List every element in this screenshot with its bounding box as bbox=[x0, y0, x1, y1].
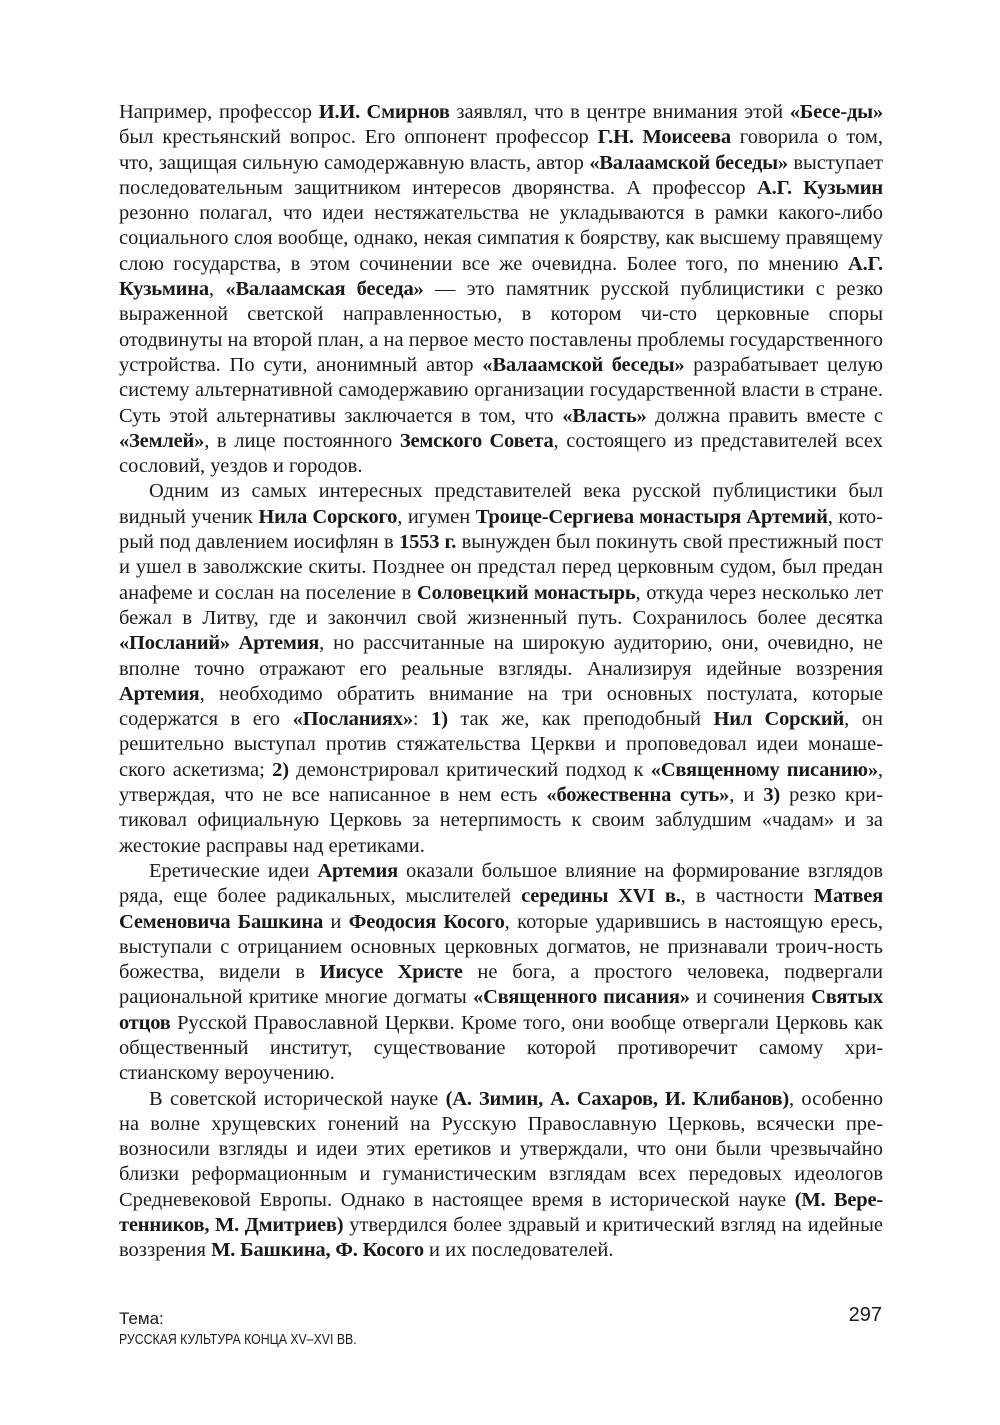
paragraph bbox=[119, 479, 883, 858]
text-run: , в частности bbox=[680, 885, 814, 908]
bold-term: Святых отцов bbox=[119, 986, 883, 1034]
text-run: заявлял, что в центре внимания этой bbox=[449, 101, 790, 123]
text-run: , но рассчитанные на широкую аудиторию, они, очевидно, не вполне точно отражают его реальные взгляды. Анализируя идейные воззрения bbox=[119, 632, 883, 680]
bold-term: «Священного писания» bbox=[473, 986, 690, 1009]
bold-term: Троице-Сергиева монастыря Артемий bbox=[475, 505, 828, 528]
text-run: резонно полагал, что идеи нестяжательства не укладываются в рамки какого-либо социального слоя вообще, однако, некая симпатия к боярству, как высшему правящему слою государства, в этом сочинении все же очевидна. Более того, по мнению bbox=[119, 202, 883, 275]
text-run: , bbox=[208, 278, 226, 301]
text-run: не бога, а простого человека, подвергали рациональной критике многие догматы bbox=[119, 961, 883, 1009]
bold-term: А.Г. Кузьмин bbox=[756, 176, 883, 199]
bold-term: Нила Сорского bbox=[258, 505, 398, 528]
text-run: говорила о том, что, защищая сильную самодержавную власть, автор bbox=[119, 126, 883, 174]
paragraph bbox=[119, 100, 883, 479]
bold-term: 1) bbox=[431, 708, 448, 731]
bold-term: «Валаамской беседы» bbox=[589, 151, 788, 174]
text-run: утвердился более здравый и критический взгляд на идейные воззрения bbox=[119, 1214, 884, 1262]
bold-term: 2) bbox=[272, 758, 289, 781]
text-run: разрабатывает целую систему альтернативной самодержавию организации государственной власти в стране. Суть этой альтернативы заключается в том, что bbox=[119, 353, 883, 427]
text-run: — это памятник русской публицистики с резко выраженной светской направленностью, в котором чи-сто церковные споры отодвинуты на второй план, а на первое место поставлены проблемы государственного устройства. По сути, анонимный автор bbox=[119, 278, 884, 376]
text-run: и их последователей. bbox=[423, 1239, 614, 1262]
text-run: : bbox=[412, 708, 432, 731]
bold-term: Матвея Семеновича Башкина bbox=[119, 885, 883, 933]
bold-term: «Священному писанию» bbox=[650, 758, 878, 781]
running-footer bbox=[119, 1308, 409, 1350]
text-run: , игумен bbox=[397, 505, 476, 528]
text-run: , и bbox=[729, 784, 764, 807]
bold-term: «Власть» bbox=[562, 404, 647, 427]
bold-term: «Валаамской беседы» bbox=[482, 353, 685, 376]
text-run: , кото-рый под давлением иосифлян в bbox=[119, 505, 883, 554]
paragraph bbox=[119, 859, 883, 1087]
text-run: , необходимо обратить внимание на три основных постулата, которые содержатся в его bbox=[119, 682, 883, 731]
bold-term: Нил Сорский bbox=[713, 708, 845, 731]
page-number: 297 bbox=[848, 1304, 882, 1326]
bold-term: Земского Совета bbox=[399, 429, 554, 452]
bold-term: (М. Вере-тенников, М. Дмитриев) bbox=[119, 1188, 883, 1237]
bold-term: «Бесе-ды» bbox=[789, 101, 883, 123]
bold-term: «Землей» bbox=[119, 429, 205, 452]
text-run: , откуда через несколько лет бежал в Литву, где и закончил свой жизненный путь. Сохранилось более десятка bbox=[119, 581, 883, 629]
text-run: должна править вместе с bbox=[646, 404, 883, 427]
text-run: Например, профессор bbox=[119, 101, 319, 123]
bold-term: 3) bbox=[763, 784, 781, 807]
text-run: так же, как преподобный bbox=[447, 708, 714, 731]
bold-term: Артемия bbox=[317, 859, 398, 882]
text-run: , в лице постоянного bbox=[204, 429, 400, 452]
bold-term: «Посланиях» bbox=[292, 708, 413, 731]
bold-term: середины XVI в. bbox=[521, 885, 681, 908]
text-run: демонстрировал критический подход к bbox=[288, 758, 651, 781]
bold-term: Иисусе Христе bbox=[319, 961, 463, 984]
text-run: , особенно на волне хрущевских гонений на Русскую Православную Церковь, всячески пре-возносили взгляды и идеи этих еретиков и утверждали, что они были чрезвычайно близки реформационным и гуманистическим взглядам всех передовых идеологов Средневековой Европы. Однако в настоящее время в исторической науке bbox=[119, 1087, 883, 1211]
bold-term: Артемия bbox=[119, 682, 200, 705]
text-run: резко кри-тиковал официальную Церковь за нетерпимость к своим заблудшим «чадам» и за жестокие расправы над еретиками. bbox=[119, 784, 883, 857]
bold-term: «Валаамская беседа» bbox=[225, 278, 424, 301]
bold-term: М. Башкина, Ф. Косого bbox=[211, 1239, 424, 1262]
bold-term: «Посланий» Артемия bbox=[119, 632, 320, 655]
paragraph bbox=[119, 1087, 883, 1264]
text-run: , которые ударившись в настоящую ересь, выступали с отрицанием основных церковных догматов, не признавали троич-ность божества, видели в bbox=[119, 910, 883, 984]
body-text bbox=[119, 100, 883, 1264]
text-run: Одним из самых интересных представителей века русской публицистики был видный ученик bbox=[119, 480, 883, 528]
bold-term: (А. Зимин, А. Сахаров, И. Клибанов) bbox=[445, 1087, 789, 1110]
text-run: вынужден был покинуть свой престижный пост и ушел в заволжские скиты. Позднее он предстал перед церковным судом, был предан анафеме и сослан на поселение в bbox=[119, 531, 884, 604]
text-run: , состоящего из представителей всех сословий, уездов и городов. bbox=[119, 429, 883, 478]
bold-term: Соловецкий монастырь bbox=[416, 581, 636, 604]
text-run: и сочинения bbox=[689, 986, 812, 1009]
text-run: был крестьянский вопрос. Его оппонент профессор bbox=[119, 126, 598, 149]
bold-term: 1553 г. bbox=[399, 531, 457, 554]
bold-term: А.Г. Кузьмина bbox=[119, 252, 883, 301]
text-run: , утверждая, что не все написанное в нем есть bbox=[119, 758, 884, 807]
text-run: Русской Православной Церкви. Кроме того, они вообще отвергали Церковь как общественный институт, существование которой противоречит самому хри-стианскому вероучению. bbox=[119, 1011, 883, 1085]
text-run: , он решительно выступал против стяжательства Церкви и проповедовал идеи монаше-ского аскетизма; bbox=[119, 708, 883, 781]
text-run: и bbox=[323, 910, 349, 933]
bold-term: Г.Н. Моисеева bbox=[597, 126, 731, 149]
text-run: Еретические идеи bbox=[149, 859, 318, 882]
footer-topic-label: Тема: bbox=[119, 1309, 164, 1328]
text-run: оказали большое влияние на формирование взглядов ряда, еще более радикальных, мыслителей bbox=[119, 859, 883, 908]
bold-term: «божественна суть» bbox=[546, 784, 730, 807]
bold-term: Феодосия Косого bbox=[348, 910, 505, 933]
text-run: В советской исторической науке bbox=[149, 1087, 446, 1110]
text-run: выступает последовательным защитником интересов дворянства. А профессор bbox=[119, 151, 883, 199]
footer-topic-title: РУССКАЯ КУЛЬТУРА КОНЦА XV–XVI ВВ. bbox=[119, 1331, 357, 1348]
bold-term: И.И. Смирнов bbox=[318, 101, 450, 123]
